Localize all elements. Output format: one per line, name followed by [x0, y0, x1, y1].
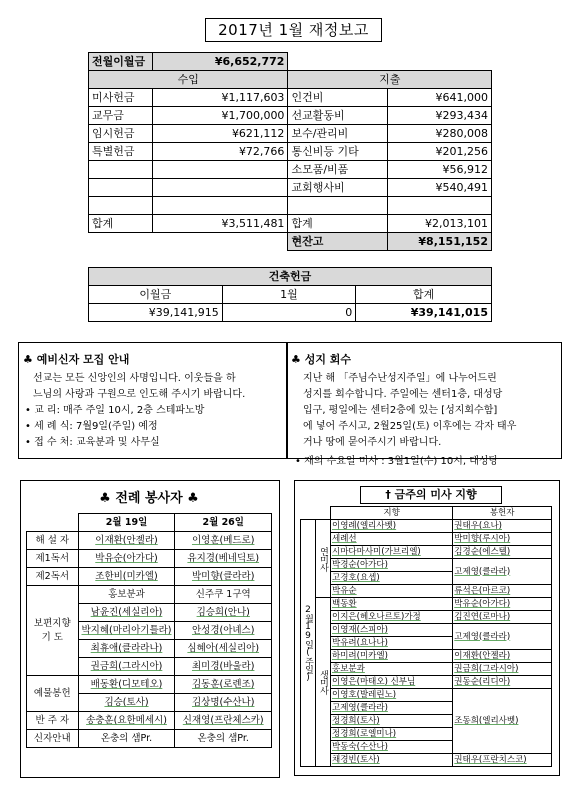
role-label: 제2독서 — [27, 568, 79, 586]
volunteer-name: 김동훈(로렌조) — [175, 676, 272, 694]
finance-row — [89, 143, 492, 161]
col-requester: 봉헌자 — [453, 507, 552, 520]
intention-name: 이영례(엘리사벳) — [331, 520, 453, 533]
intention-name: 이영호(발레린노) — [331, 689, 453, 702]
balance-value: ¥8,151,152 — [388, 233, 492, 251]
notice-line: 에 넣어 주시고, 2월25일(토) 이후에는 각자 태우 — [303, 421, 517, 432]
intention-name: 채경빈(토사) — [331, 754, 453, 767]
expense-label: 교회행사비 — [288, 179, 388, 197]
role-label: 제1독서 — [27, 550, 79, 568]
volunteer-name: 배동환(디모테오) — [78, 676, 175, 694]
finance-row — [89, 89, 492, 107]
notice-line: 느님의 사랑과 구원으로 인도해 주시기 바랍니다. — [33, 389, 246, 400]
intention-name: 백동환 — [331, 598, 453, 611]
palm-collection-notice — [286, 342, 562, 467]
intention-name: 정경희(로엘미나) — [331, 728, 453, 741]
notice-line: 입구, 평일에는 센터2층에 있는 [성지회수함] — [303, 405, 498, 416]
intention-name: 홍보분과 — [331, 663, 453, 676]
expense-label: 보수/관리비 — [288, 125, 388, 143]
volunteers-title: ♣ 전례 봉사자 ♣ — [99, 491, 199, 506]
finance-total-row — [89, 215, 492, 233]
intention-name: 이영은(마태오) 신부님 — [331, 676, 453, 689]
income-value: ¥621,112 — [152, 125, 287, 143]
volunteer-name: 온충의 샘Pr. — [78, 730, 175, 748]
income-label — [89, 197, 153, 215]
requester-name: 김진연(로마나) — [453, 611, 552, 624]
intention-name: 정경희(토사) — [331, 715, 453, 728]
expense-label: 소모품/비품 — [288, 161, 388, 179]
building-header-month: 1월 — [222, 286, 355, 304]
volunteer-name: 이재환(안젤라) — [78, 532, 175, 550]
balance-label: 현잔고 — [288, 233, 388, 251]
catechumen-heading: ♣ 예비신자 모집 안내 — [23, 353, 130, 366]
intention-name: 박동숙(수산나) — [331, 741, 453, 754]
living-group-label: 생미사 — [316, 598, 331, 767]
expense-label: 통신비등 기타 — [288, 143, 388, 161]
date-col-2: 2월 26일 — [175, 514, 272, 532]
date-col-1: 2월 19일 — [78, 514, 175, 532]
role-label: 해 설 자 — [27, 532, 79, 550]
finance-row — [89, 125, 492, 143]
building-total-value: ¥39,141,015 — [356, 304, 492, 322]
volunteer-name: 권금희(그라시아) — [78, 658, 175, 676]
income-value — [152, 197, 287, 215]
income-label — [89, 161, 153, 179]
volunteer-name: 이영훈(베드로) — [175, 532, 272, 550]
notice-line: 지난 해 「주님수난성지주일」에 나누어드린 — [303, 373, 497, 384]
requester-name: 이재환(안젤라) — [453, 650, 552, 663]
building-header-total: 합계 — [356, 286, 492, 304]
carry-value: ¥6,652,772 — [152, 53, 287, 71]
income-total-value: ¥3,511,481 — [152, 215, 287, 233]
intention-name: 박유순 — [331, 585, 453, 598]
finance-row — [89, 197, 492, 215]
notice-line: • 세 례 식: 7월9일(주일) 예정 — [25, 421, 158, 432]
prayer-role-label: 보편지향 기 도 — [27, 586, 79, 676]
expense-total-label: 합계 — [288, 215, 388, 233]
building-carry-value: ¥39,141,915 — [89, 304, 223, 322]
income-total-label: 합계 — [89, 215, 153, 233]
mass-date-label: 2월19일(주일) — [301, 520, 316, 767]
intention-name: 고경호(요셉) — [331, 572, 453, 585]
notice-line: • 교 리: 매주 주일 10시, 2층 스테파노방 — [25, 405, 205, 416]
requester-name: 고제영(클라라) — [453, 559, 552, 585]
requester-name: 박미향(루시아) — [453, 533, 552, 546]
carry-label: 전월이월금 — [89, 53, 153, 71]
intention-name: 하미려(미카엘) — [331, 650, 453, 663]
catechumen-notice — [18, 342, 288, 459]
requester-name: 조동희(엘리사벳) — [453, 689, 552, 754]
building-header-carry: 이월금 — [89, 286, 223, 304]
income-label — [89, 179, 153, 197]
palm-heading: ♣ 성지 회수 — [291, 353, 352, 366]
expense-value: ¥293,434 — [388, 107, 492, 125]
prayer-group: 홍보분과 — [78, 586, 175, 604]
building-fund-table — [88, 267, 492, 322]
volunteer-name: 박지혜(마리아기틀라) — [78, 622, 175, 640]
expense-label — [288, 197, 388, 215]
volunteer-name: 신재영(프란체스카) — [175, 712, 272, 730]
expense-label: 인건비 — [288, 89, 388, 107]
volunteer-name: 온충의 샘Pr. — [175, 730, 272, 748]
income-header: 수입 — [89, 71, 288, 89]
income-label: 임시헌금 — [89, 125, 153, 143]
building-fund-title: 건축헌금 — [89, 268, 492, 286]
page-title: 2017년 1월 재정보고 — [205, 18, 382, 42]
requester-name: 권태우(프란치스코) — [453, 754, 552, 767]
expense-header: 지출 — [288, 71, 492, 89]
volunteer-name: 김상명(수산나) — [175, 694, 272, 712]
requester-name: 류석은(마르코) — [453, 585, 552, 598]
volunteer-name: 심혜아(세실리아) — [175, 640, 272, 658]
role-label: 반 주 자 — [27, 712, 79, 730]
mass-title: † 금주의 미사 지향 — [360, 486, 502, 504]
notice-line: 선교는 모든 신앙인의 사명입니다. 이웃들을 하 — [33, 373, 236, 384]
mass-intentions-table — [300, 506, 552, 767]
volunteer-name: 송충훈(요한메세시) — [78, 712, 175, 730]
notice-line: 거나 땅에 묻어주시기 바랍니다. — [303, 437, 442, 448]
role-label: 신자안내 — [27, 730, 79, 748]
expense-value: ¥201,256 — [388, 143, 492, 161]
intention-name: 세례선 — [331, 533, 453, 546]
intention-name: 시마다마사미(가브리엘) — [331, 546, 453, 559]
notice-line: • 접 수 처: 교육분과 및 사무실 — [25, 437, 160, 448]
volunteer-name: 박유순(아가다) — [78, 550, 175, 568]
prayer-group: 신주쿠 1구역 — [175, 586, 272, 604]
volunteer-name: 남윤진(세실리아) — [78, 604, 175, 622]
requester-name: 권동순(리디아) — [453, 676, 552, 689]
requiem-group-label: 연미사 — [316, 520, 331, 598]
volunteer-name: 최미경(바울라) — [175, 658, 272, 676]
intention-name: 이영재(스피아) — [331, 624, 453, 637]
volunteer-name: 조한비(미카엘) — [78, 568, 175, 586]
intention-name: 이지은(헤오나르토)가정 — [331, 611, 453, 624]
finance-row — [89, 161, 492, 179]
volunteer-name: 김승(토사) — [78, 694, 175, 712]
income-value: ¥1,700,000 — [152, 107, 287, 125]
expense-label: 선교활동비 — [288, 107, 388, 125]
expense-value — [388, 197, 492, 215]
income-value: ¥72,766 — [152, 143, 287, 161]
income-label: 특별헌금 — [89, 143, 153, 161]
col-intention: 지향 — [331, 507, 453, 520]
requester-name: 권금희(그라시아) — [453, 663, 552, 676]
expense-value: ¥540,491 — [388, 179, 492, 197]
volunteer-name: 유지경(베네딕토) — [175, 550, 272, 568]
building-month-value: 0 — [222, 304, 355, 322]
intention-name: 박유려(요나나) — [331, 637, 453, 650]
requester-name: 박유순(아가다) — [453, 598, 552, 611]
volunteer-name: 최휴애(클라라나) — [78, 640, 175, 658]
expense-value: ¥280,008 — [388, 125, 492, 143]
finance-row — [89, 179, 492, 197]
volunteer-name: 김승희(안나) — [175, 604, 272, 622]
expense-value: ¥641,000 — [388, 89, 492, 107]
requester-name: 권태우(요나) — [453, 520, 552, 533]
requester-name: 고제영(클라라) — [453, 624, 552, 650]
income-label: 미사헌금 — [89, 89, 153, 107]
intention-name: 고제영(클라라) — [331, 702, 453, 715]
finance-table — [88, 52, 492, 251]
notice-line: • 재의 수요일 미사 : 3월1일(수) 10시, 대성당 — [295, 456, 499, 467]
volunteers-table — [26, 513, 272, 748]
income-label: 교무금 — [89, 107, 153, 125]
requester-name: 김경순(에스텔) — [453, 546, 552, 559]
finance-row — [89, 107, 492, 125]
notice-line: 성지를 회수합니다. 주일에는 센터1층, 대성당 — [303, 389, 503, 400]
offering-role-label: 예물봉헌 — [27, 676, 79, 712]
expense-total-value: ¥2,013,101 — [388, 215, 492, 233]
volunteer-name: 안성경(아녜스) — [175, 622, 272, 640]
expense-value: ¥56,912 — [388, 161, 492, 179]
income-value — [152, 179, 287, 197]
income-value — [152, 161, 287, 179]
intention-name: 박경순(아가다) — [331, 559, 453, 572]
volunteer-name: 박미향(클라라) — [175, 568, 272, 586]
income-value: ¥1,117,603 — [152, 89, 287, 107]
